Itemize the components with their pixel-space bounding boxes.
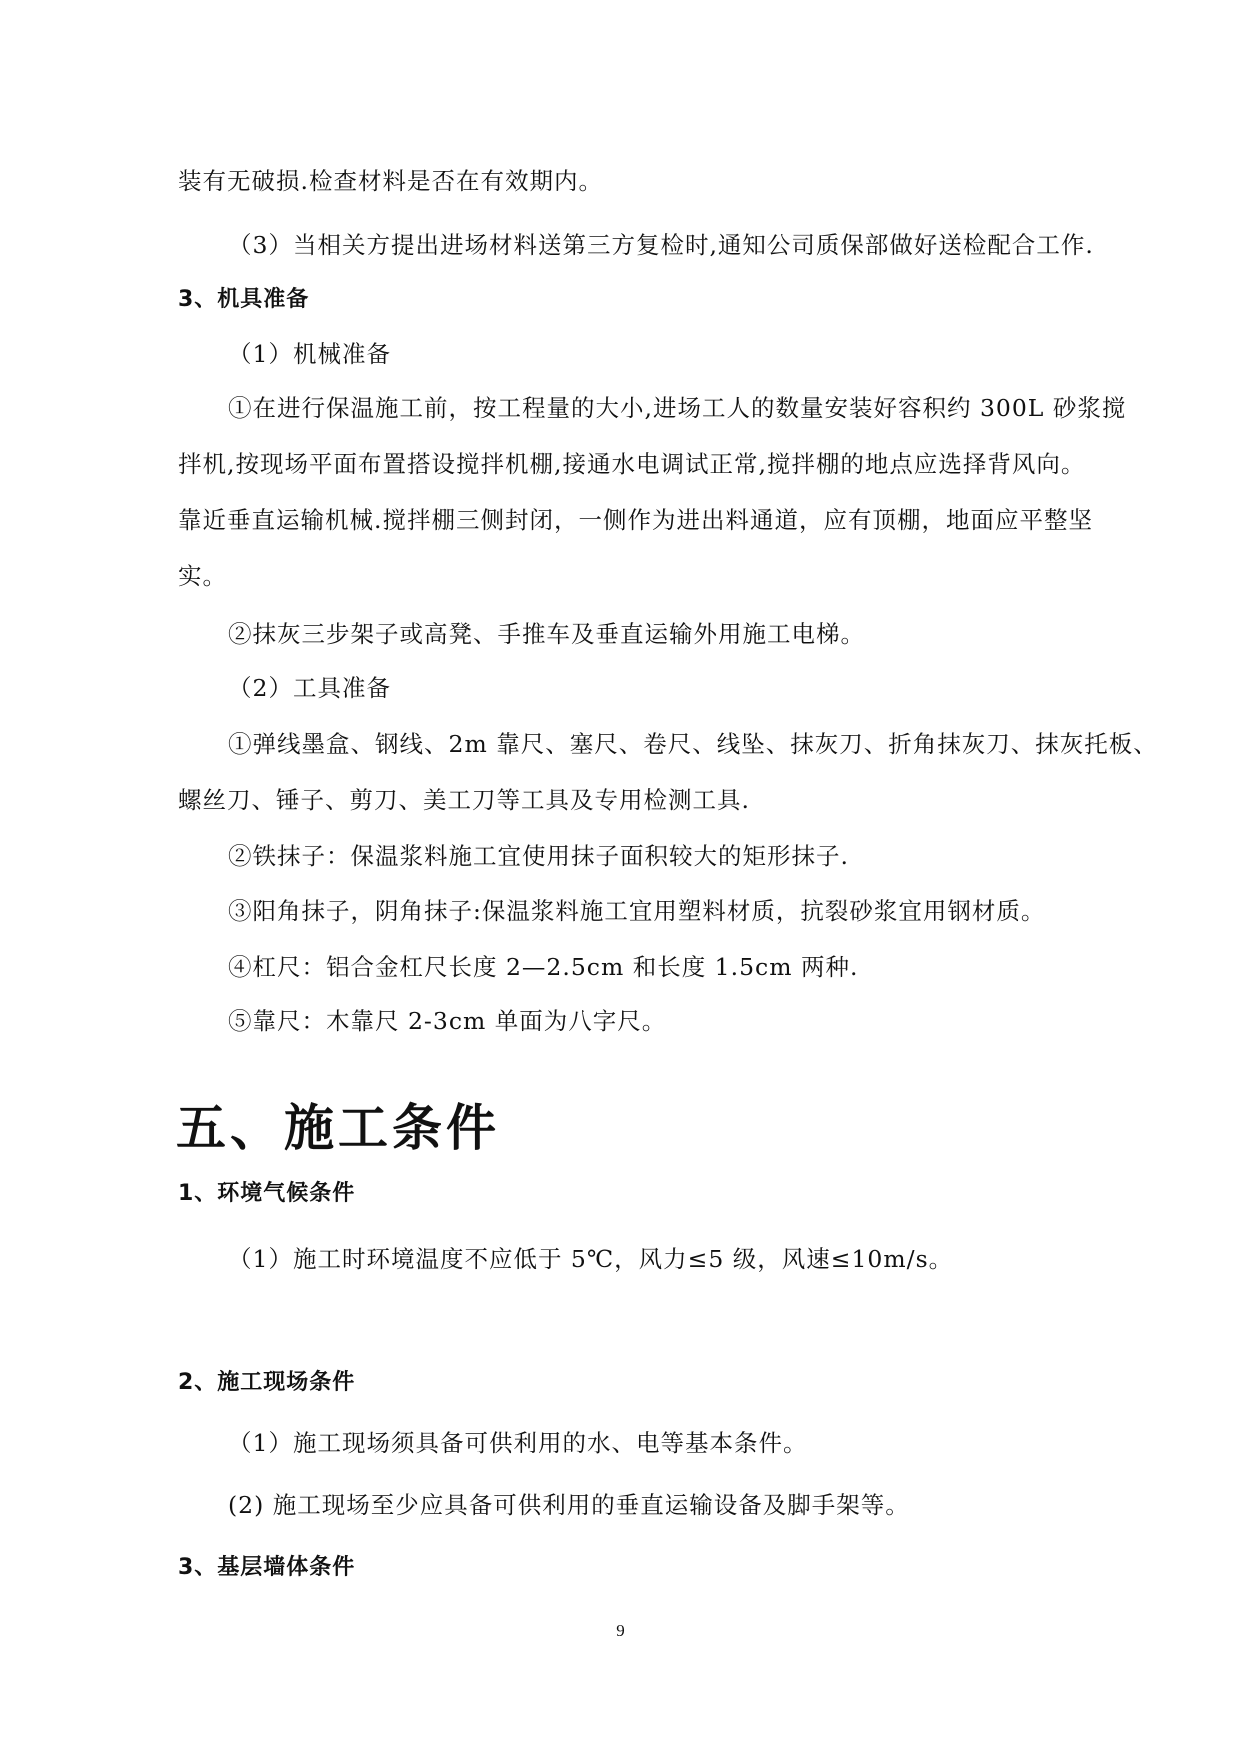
body-text-line: ⑤靠尺：木靠尺 2-3cm 单面为八字尺。: [228, 1007, 667, 1035]
body-text-line: （2）工具准备: [228, 674, 391, 702]
subsection-heading: 2、施工现场条件: [178, 1370, 356, 1395]
body-text-line: ③阳角抹子，阴角抹子:保温浆料施工宜用塑料材质，抗裂砂浆宜用钢材质。: [228, 897, 1046, 925]
section-title: 五、施工条件: [176, 1099, 500, 1157]
body-text-line: 靠近垂直运输机械.搅拌棚三侧封闭，一侧作为进出料通道，应有顶棚，地面应平整坚: [178, 506, 1093, 534]
body-text-line: 装有无破损.检查材料是否在有效期内。: [178, 167, 603, 195]
body-text-line: （3）当相关方提出进场材料送第三方复检时,通知公司质保部做好送检配合工作.: [228, 231, 1094, 259]
subsection-heading: 1、环境气候条件: [178, 1181, 356, 1206]
body-text-line: ②抹灰三步架子或高凳、手推车及垂直运输外用施工电梯。: [228, 620, 865, 648]
subsection-heading: 3、机具准备: [178, 287, 310, 312]
subsection-heading: 3、基层墙体条件: [178, 1555, 356, 1580]
body-text-line: ①在进行保温施工前，按工程量的大小,进场工人的数量安装好容积约 300L 砂浆搅: [228, 394, 1127, 422]
body-text-line: （1）施工现场须具备可供利用的水、电等基本条件。: [228, 1429, 808, 1457]
body-text-line: 实。: [178, 562, 227, 590]
body-text-line: ④杠尺：铝合金杠尺长度 2—2.5cm 和长度 1.5cm 两种.: [228, 953, 859, 981]
page-number: 9: [616, 1621, 625, 1640]
body-text-line: ②铁抹子：保温浆料施工宜使用抹子面积较大的矩形抹子.: [228, 842, 849, 870]
body-text-line: （1）施工时环境温度不应低于 5℃，风力≤5 级，风速≤10m/s。: [228, 1245, 954, 1273]
body-text-line: ①弹线墨盒、钢线、2m 靠尺、塞尺、卷尺、线坠、抹灰刀、折角抹灰刀、抹灰托板、: [228, 730, 1158, 758]
body-text-line: （1）机械准备: [228, 340, 391, 368]
body-text-line: 螺丝刀、锤子、剪刀、美工刀等工具及专用检测工具.: [178, 786, 750, 814]
body-text-line: (2) 施工现场至少应具备可供利用的垂直运输设备及脚手架等。: [228, 1491, 910, 1519]
body-text-line: 拌机,按现场平面布置搭设搅拌机棚,接通水电调试正常,搅拌棚的地点应选择背风向。: [178, 450, 1086, 478]
